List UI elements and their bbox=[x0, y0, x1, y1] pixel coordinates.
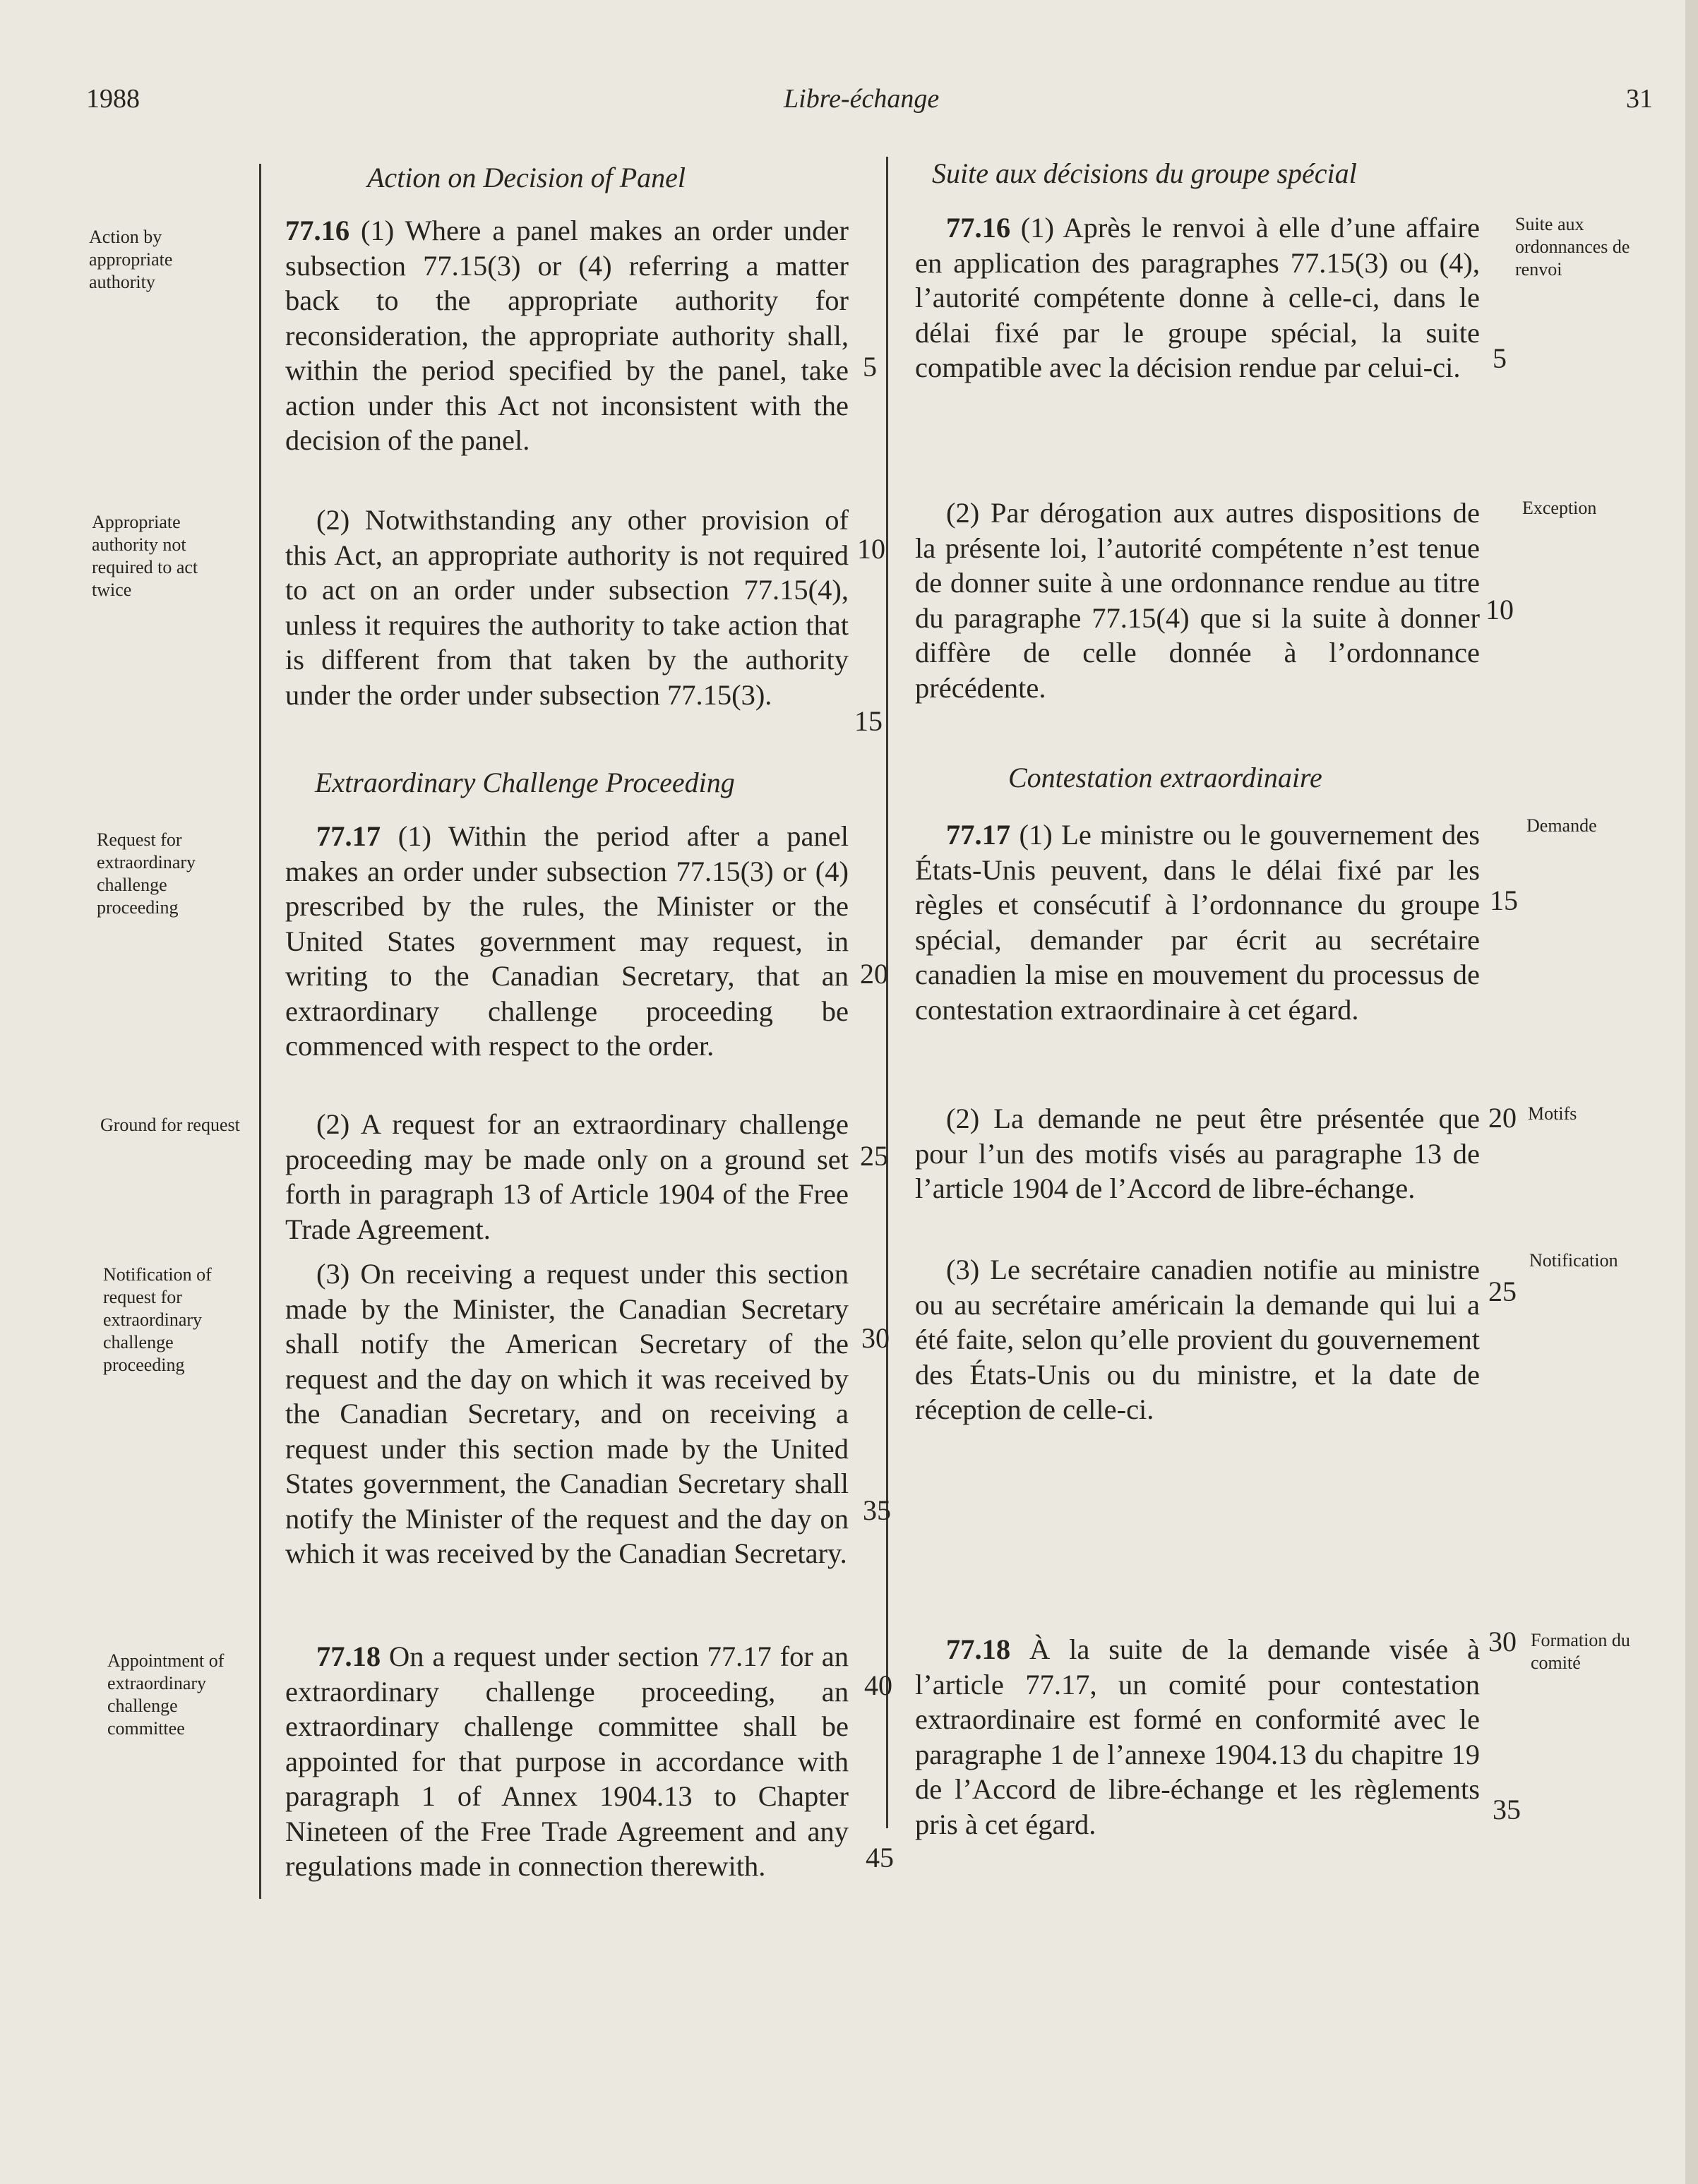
en-paragraph-77-16-1 bbox=[285, 213, 849, 458]
line-number: 25 bbox=[1488, 1276, 1517, 1307]
line-number: 25 bbox=[860, 1140, 888, 1172]
line-number: 20 bbox=[860, 958, 888, 990]
page-edge bbox=[1685, 0, 1698, 2184]
margin-note-fr: Demande bbox=[1526, 815, 1597, 836]
margin-note-en: Request for extraordinary challenge proceeding bbox=[97, 829, 196, 918]
center-column-rule bbox=[886, 157, 888, 1828]
line-number: 45 bbox=[866, 1842, 894, 1873]
header-year: 1988 bbox=[86, 84, 140, 114]
paragraph-text: (1) Within the period after a panel makes an order under subsection 77.15(3) or (4) prescribed by the rules, the Minister or the United States government may request, in writing to the Canadian Secretary, that an extraordinary challenge proceeding be commenced with respect to the order. bbox=[285, 820, 849, 1062]
header-title: Libre-échange bbox=[784, 84, 940, 114]
fr-paragraph-77-18 bbox=[915, 1632, 1480, 1842]
margin-note-fr: Exception bbox=[1522, 498, 1597, 518]
margin-note-en: Ground for request bbox=[100, 1115, 240, 1135]
section-number: 77.18 bbox=[316, 1640, 381, 1672]
line-number: 35 bbox=[863, 1494, 891, 1526]
margin-note-fr: Notification bbox=[1529, 1250, 1618, 1271]
english-heading-1: Action on Decision of Panel bbox=[367, 162, 686, 193]
line-number: 35 bbox=[1493, 1794, 1521, 1825]
en-paragraph-77-17-1 bbox=[285, 819, 849, 1064]
fr-paragraph-77-17-1 bbox=[915, 817, 1480, 1027]
line-number: 5 bbox=[863, 351, 877, 383]
french-heading-2: Contestation extraordinaire bbox=[1008, 762, 1322, 793]
fr-paragraph-77-17-3: (3) Le secrétaire canadien notifie au ministre ou au secrétaire américain la demande qui lui a été faite, selon qu’elle provient du gouvernement des États-Unis ou du ministre, et la date de réception de celle-ci. bbox=[915, 1254, 1480, 1425]
left-column-rule bbox=[259, 164, 261, 1899]
line-number: 15 bbox=[1490, 884, 1518, 916]
margin-note-fr: Suite aux ordonnances de renvoi bbox=[1515, 214, 1630, 280]
section-number: 77.17 bbox=[316, 820, 381, 852]
line-number: 10 bbox=[857, 533, 885, 565]
margin-note-fr: Motifs bbox=[1528, 1103, 1577, 1124]
margin-note-en: Appropriate authority not required to act twice bbox=[92, 512, 198, 600]
paragraph-text: (1) Le ministre ou le gouvernement des États-Unis peuvent, dans le délai fixé par les règles et consécutif à l’ordonnance du groupe spécial, demander par écrit au secrétaire canadien la mise en mouvement du processus de contestation extraordinaire à cet égard. bbox=[915, 819, 1480, 1026]
line-number: 5 bbox=[1493, 342, 1507, 374]
section-number: 77.16 bbox=[946, 212, 1011, 244]
margin-note-en: Action by appropriate authority bbox=[89, 227, 173, 292]
page-number: 31 bbox=[1626, 84, 1653, 114]
english-heading-2: Extraordinary Challenge Proceeding bbox=[315, 767, 735, 798]
en-paragraph-77-17-3: (3) On receiving a request under this section made by the Minister, the Canadian Secretary shall notify the American Secretary of the request and the day on which it was received by the Canadian Secretary, and on receiving a request under this section made by the United States government, the Canadian Secretary shall notify the Minister of the request and the day on which it was received by the Canadian Secretary. bbox=[285, 1258, 849, 1569]
en-paragraph-77-18 bbox=[285, 1639, 849, 1884]
line-number: 30 bbox=[861, 1322, 890, 1354]
margin-note-en: Notification of request for extraordinary challenge proceeding bbox=[103, 1264, 212, 1375]
line-number: 20 bbox=[1488, 1102, 1517, 1134]
margin-note-fr: Formation du comité bbox=[1531, 1630, 1630, 1673]
line-number: 30 bbox=[1488, 1626, 1517, 1657]
section-number: 77.16 bbox=[285, 215, 350, 246]
en-paragraph-77-17-2: (2) A request for an extraordinary challenge proceeding may be made only on a ground set forth in paragraph 13 of Article 1904 of the Free Trade Agreement. bbox=[285, 1108, 849, 1245]
paragraph-text: (1) Where a panel makes an order under subsection 77.15(3) or (4) referring a matter back to the appropriate authority for reconsideration, the appropriate authority shall, within the period specified by the panel, take action under this Act not inconsistent with the decision of the panel. bbox=[285, 215, 849, 456]
paragraph-text: (1) Après le renvoi à elle d’une affaire en application des paragraphes 77.15(3) ou (4), l’autorité compétente donne à celle-ci, dans le délai fixé par le groupe spécial, la suite compatible avec la décision rendue par celui-ci. bbox=[915, 212, 1480, 383]
line-number: 15 bbox=[854, 705, 883, 737]
fr-paragraph-77-16-2: (2) Par dérogation aux autres dispositions de la présente loi, l’autorité compétente n’est tenue de donner suite à une ordonnance rendue au titre du paragraphe 77.15(4) que si la suite à donner diffère de celle donnée à l’ordonnance précédente. bbox=[915, 497, 1480, 704]
en-paragraph-77-16-2: (2) Notwithstanding any other provision of this Act, an appropriate authority is not required to act on an order under subsection 77.15(4), unless it requires the authority to take action that is different from that taken by the authority under the order under subsection 77.15(3). bbox=[285, 504, 849, 711]
paragraph-text: À la suite de la demande visée à l’article 77.17, un comité pour contestation extraordinaire est formé en conformité avec le paragraphe 1 de l’annexe 1904.13 du chapitre 19 de l’Accord de libre-échange et les règlements pris à cet égard. bbox=[915, 1633, 1480, 1840]
fr-paragraph-77-17-2: (2) La demande ne peut être présentée que pour l’un des motifs visés au paragraphe 13 de l’article 1904 de l’Accord de libre-échange. bbox=[915, 1103, 1480, 1204]
section-number: 77.18 bbox=[946, 1633, 1011, 1665]
section-number: 77.17 bbox=[946, 819, 1011, 851]
line-number: 40 bbox=[864, 1669, 892, 1701]
line-number: 10 bbox=[1485, 594, 1514, 625]
french-heading-1: Suite aux décisions du groupe spécial bbox=[932, 157, 1357, 189]
margin-note-en: Appointment of extraordinary challenge committee bbox=[107, 1650, 225, 1739]
paragraph-text: On a request under section 77.17 for an extraordinary challenge proceeding, an extraordinary challenge committee shall be appointed for that purpose in accordance with paragraph 1 of Annex 1904.13 to Chapter Nineteen of the Free Trade Agreement and any regulations made in connection therewith. bbox=[285, 1640, 849, 1882]
fr-paragraph-77-16-1 bbox=[915, 210, 1480, 385]
